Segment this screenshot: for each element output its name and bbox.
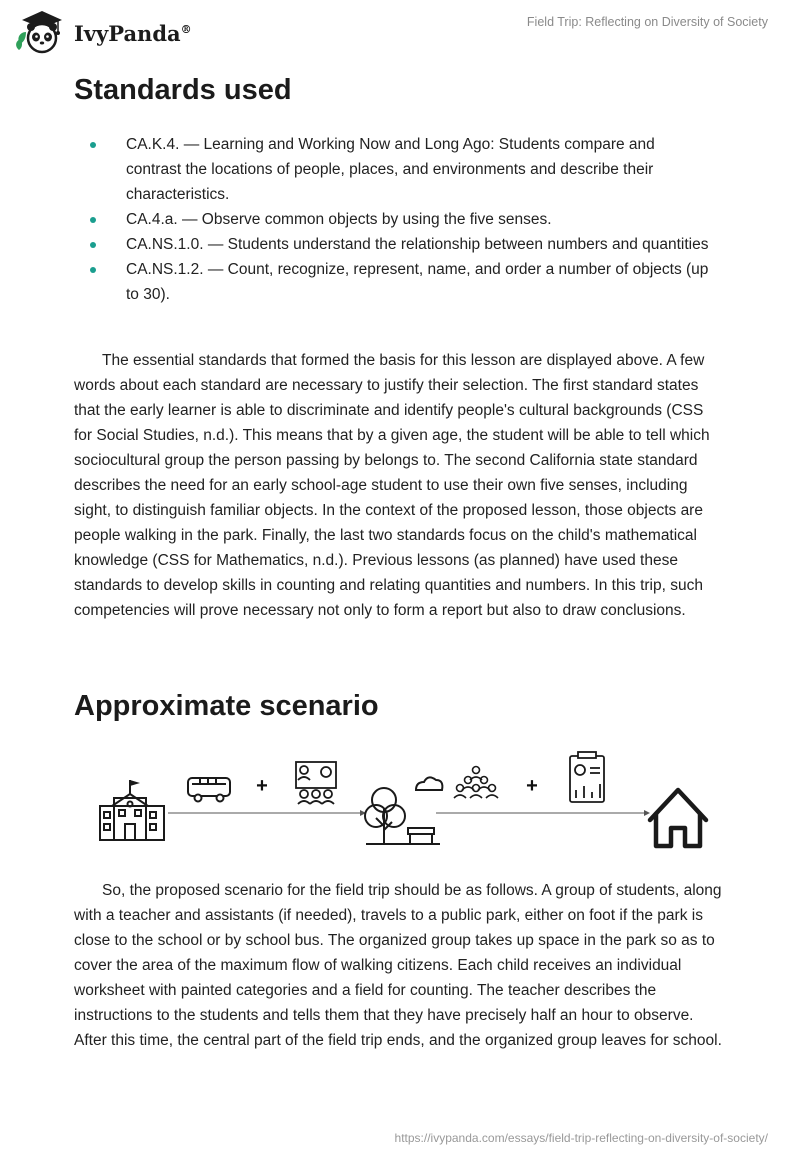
standards-heading: Standards used	[74, 74, 292, 106]
bus-icon	[188, 778, 230, 802]
list-item: CA.NS.1.0. — Students understand the relationship between numbers and quantities	[74, 232, 714, 257]
home-icon	[650, 790, 706, 846]
brand-name	[74, 21, 192, 46]
crowd-icon	[454, 767, 498, 799]
scenario-paragraph: So, the proposed scenario for the field trip should be as follows. A group of students, along with a teacher and assistants (if needed), travels to a public park, either on foot if the park is close to the school or by school bus. The organized group takes up space in the park so as to cover the area of the maximum flow of walking citizens. Each child receives an individual worksheet with painted categories and a field for counting. The teacher describes the instructions to the students and tells them that they have precisely half an hour to observe. After this time, the central part of the field trip ends, and the organized group leaves for school.	[74, 882, 722, 1049]
teacher-students-icon	[296, 762, 336, 804]
standards-paragraph: The essential standards that formed the basis for this lesson are displayed above. A few words about each standard are necessary to justify their selection. The first standard states that the early learner is able to discriminate and identify people's cultural backgrounds (CSS for Social Studies, n.d.). This means that by a given age, the student will be able to tell which sociocultural group the person passing by belongs to. The second California state standard describes the need for an early school-age student to use their own five senses, including sight, to distinguish familiar objects. In the context of the proposed lesson, those objects are people walking in the park. Finally, the last two standards focus on the child's mathematical knowledge (CSS for Mathematics, n.d.). Previous lessons (as planned) have used these standards to develop skills in counting and relating quantities and numbers. In this trip, such competencies will prove necessary not only to form a report but also to draw conclusions.	[74, 352, 710, 619]
plus-sign: +	[526, 775, 538, 797]
source-url-link[interactable]: https://ivypanda.com/essays/field-trip-reflecting-on-diversity-of-society/	[394, 1131, 768, 1145]
list-item: CA.K.4. — Learning and Working Now and Long Ago: Students compare and contrast the locations of people, places, and environments and describe their characteristics.	[74, 132, 714, 207]
plus-sign: +	[256, 775, 268, 797]
list-item: CA.4.a. — Observe common objects by using the five senses.	[74, 207, 714, 232]
standards-list	[74, 132, 714, 307]
page-header	[0, 0, 800, 60]
brand-text: IvyPanda	[74, 20, 181, 46]
ivypanda-logo[interactable]	[14, 8, 192, 56]
school-icon	[100, 780, 164, 840]
worksheet-icon	[570, 752, 604, 802]
list-item: CA.NS.1.2. — Count, recognize, represent, name, and order a number of objects (up to 30).	[74, 257, 714, 307]
document-title: Field Trip: Reflecting on Diversity of Society	[526, 15, 768, 29]
panda-graduate-icon	[14, 8, 70, 56]
registered-mark: ®	[180, 22, 192, 36]
scenario-heading: Approximate scenario	[74, 690, 379, 722]
park-icon	[365, 777, 442, 844]
scenario-diagram	[92, 748, 722, 858]
